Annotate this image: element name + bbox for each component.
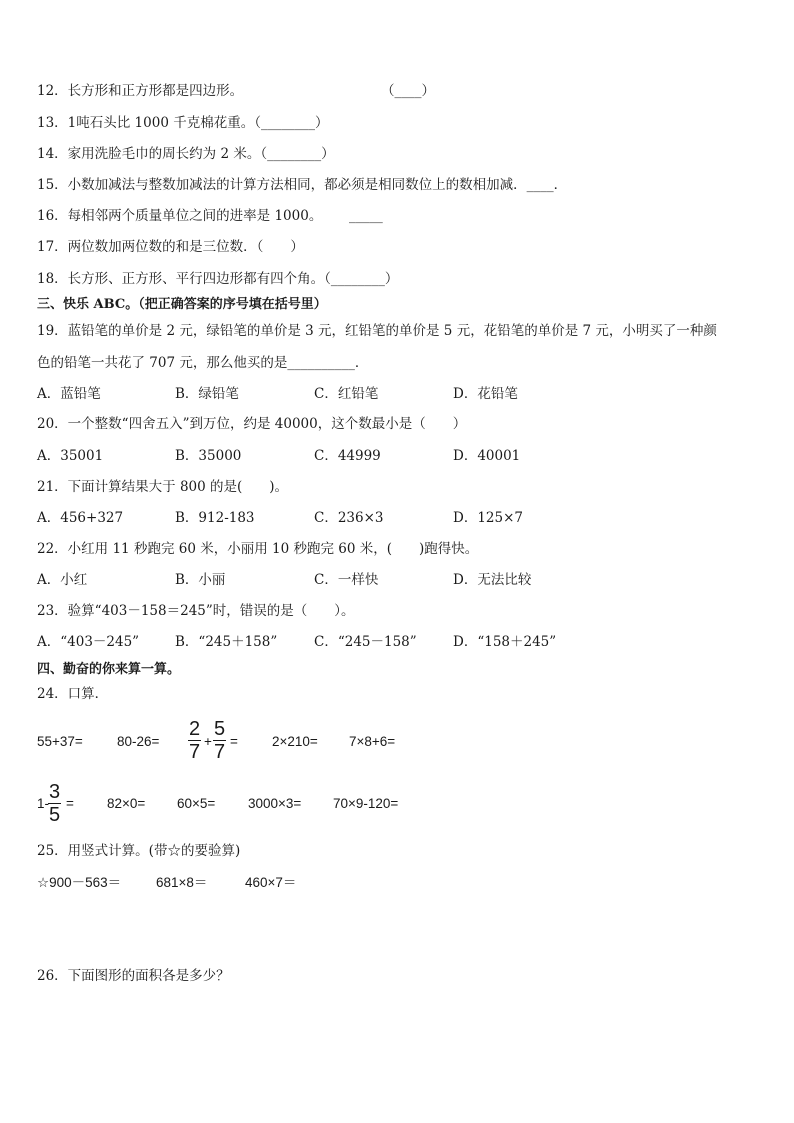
answer-blank-16[interactable]: _____ — [349, 208, 383, 224]
q22-option-a[interactable]: A．小红 — [37, 572, 88, 588]
one-minus: 1- — [37, 796, 50, 811]
q23-option-b[interactable]: B．“245＋158” — [175, 634, 278, 650]
oral-calc-5: 7×8+6= — [349, 734, 396, 749]
q21-option-d[interactable]: D．125×7 — [453, 510, 523, 526]
q20-option-a[interactable]: A．35001 — [37, 448, 104, 464]
question-14: 14．家用洗脸毛巾的周长约为 2 米。（________） — [37, 146, 335, 162]
oral-calc-10: 70×9-120= — [333, 796, 399, 811]
oral-calc-4: 2×210= — [272, 734, 318, 749]
question-25-title: 25．用竖式计算。(带☆的要验算) — [37, 843, 241, 859]
fraction-denominator: 5 — [49, 804, 61, 826]
vertical-calc-2: 681×8＝ — [156, 875, 208, 890]
oral-calc-2: 80-26= — [117, 734, 160, 749]
q19-option-d[interactable]: D．花铅笔 — [453, 386, 518, 402]
q23-option-c[interactable]: C．“245－158” — [314, 634, 417, 650]
section-3-title: 三、快乐 ABC。（把正确答案的序号填在括号里） — [37, 297, 327, 312]
plus-sign: + — [204, 734, 212, 749]
question-20: 20．一个整数“四舍五入”到万位，约是 40000，这个数最小是（ ） — [37, 416, 467, 432]
fraction-numerator: 5 — [214, 718, 226, 740]
fraction-5-7 — [213, 718, 226, 763]
question-22: 22．小红用 11 秒跑完 60 米，小丽用 10 秒跑完 60 米，( )跑得快。 — [37, 541, 479, 557]
q19-option-b[interactable]: B．绿铅笔 — [175, 386, 239, 402]
fraction-3-5 — [48, 781, 61, 826]
question-17: 17．两位数加两位数的和是三位数．（ ） — [37, 239, 304, 255]
question-18: 18．长方形、正方形、平行四边形都有四个角。（________） — [37, 271, 399, 287]
q21-option-b[interactable]: B．912-183 — [175, 510, 255, 526]
question-12: 12．长方形和正方形都是四边形。 — [37, 83, 244, 99]
oral-calc-7: 82×0= — [107, 796, 146, 811]
q19-option-c[interactable]: C．红铅笔 — [314, 386, 379, 402]
question-23: 23．验算“403－158＝245”时，错误的是（ ）。 — [37, 603, 355, 619]
oral-calc-1: 55+37= — [37, 734, 83, 749]
q22-option-c[interactable]: C．一样快 — [314, 572, 379, 588]
q23-option-d[interactable]: D．“158＋245” — [453, 634, 557, 650]
q21-option-c[interactable]: C．236×3 — [314, 510, 384, 526]
q20-option-b[interactable]: B．35000 — [175, 448, 242, 464]
question-21: 21．下面计算结果大于 800 的是( )。 — [37, 479, 289, 495]
q21-option-a[interactable]: A．456+327 — [37, 510, 124, 526]
q20-option-c[interactable]: C．44999 — [314, 448, 381, 464]
vertical-calc-1: ☆900－563＝ — [37, 875, 122, 890]
q22-option-d[interactable]: D．无法比较 — [453, 572, 532, 588]
fraction-denominator: 7 — [189, 741, 201, 763]
equals-sign: = — [230, 734, 238, 749]
fraction-2-7 — [188, 718, 201, 763]
question-26-title: 26．下面图形的面积各是多少？ — [37, 968, 230, 984]
answer-blank-12[interactable]: （____） — [381, 83, 435, 99]
q23-option-a[interactable]: A．“403－245” — [37, 634, 140, 650]
fraction-numerator: 3 — [49, 781, 61, 803]
q22-option-b[interactable]: B．小丽 — [175, 572, 226, 588]
question-19-line-2: 色的铅笔一共花了 707 元，那么他买的是__________． — [37, 355, 369, 371]
section-4-title: 四、勤奋的你来算一算。 — [37, 662, 181, 677]
q20-option-d[interactable]: D．40001 — [453, 448, 521, 464]
fraction-denominator: 7 — [214, 741, 226, 763]
question-15: 15．小数加减法与整数加减法的计算方法相同，都必须是相同数位上的数相加减．____． — [37, 177, 568, 193]
q19-option-a[interactable]: A．蓝铅笔 — [37, 386, 101, 402]
question-16: 16．每相邻两个质量单位之间的进率是 1000。 — [37, 208, 323, 224]
fraction-numerator: 2 — [189, 718, 201, 740]
oral-calc-9: 3000×3= — [248, 796, 302, 811]
oral-calc-8: 60×5= — [177, 796, 216, 811]
equals-sign: = — [66, 796, 74, 811]
question-13: 13．1吨石头比 1000 千克棉花重。（________） — [37, 115, 329, 131]
question-19-line-1: 19．蓝铅笔的单价是 2 元，绿铅笔的单价是 3 元，红铅笔的单价是 5 元，花铅笔的单价是 7 元，小明买了一种颜 — [37, 323, 717, 339]
vertical-calc-3: 460×7＝ — [245, 875, 297, 890]
question-24-title: 24．口算． — [37, 686, 109, 702]
